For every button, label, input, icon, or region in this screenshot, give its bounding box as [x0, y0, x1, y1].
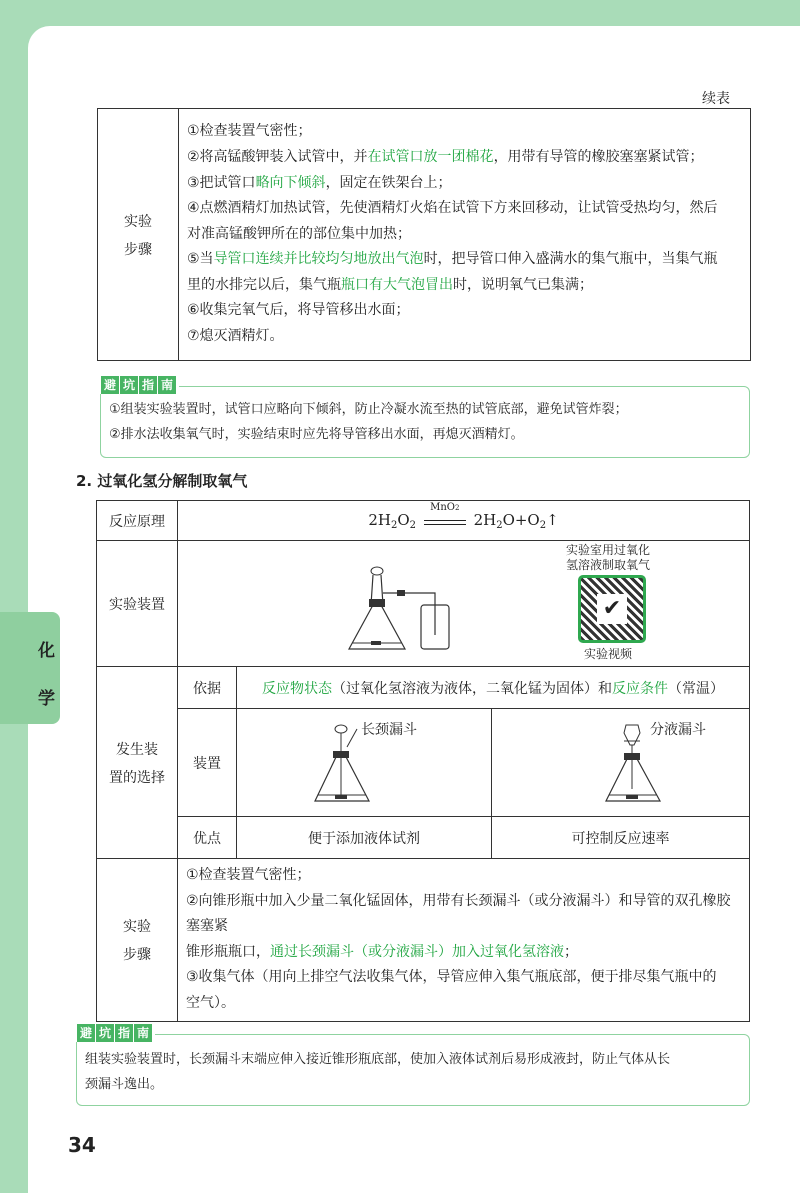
step-line [186, 940, 741, 966]
qr-code[interactable] [578, 575, 646, 643]
tip-line: 颈漏斗逸出。 [85, 1077, 164, 1092]
steps-content [179, 109, 751, 361]
step-line [186, 965, 741, 991]
check-icon: ✔ [597, 594, 627, 624]
funnel-label-long: 长颈漏斗 [361, 722, 417, 738]
text-run: 里的水排完以后，集气瓶 [187, 276, 341, 293]
highlight-text: 导管口连续并比较均匀地放出气泡 [213, 251, 424, 268]
text-run: ，固定在铁架台上； [325, 174, 452, 191]
text-run: ①检查装置气密性； [187, 123, 312, 140]
text-run: ②将高锰酸钾装入试管中，并 [187, 148, 368, 165]
text-run: （过氧化氢溶液为液体，二氧化锰为固体）和 [332, 680, 612, 697]
tip-line: 组装实验装置时，长颈漏斗末端应伸入接近锥形瓶底部，使加入液体试剂后易形成液封，防止气体从长 [85, 1052, 671, 1067]
steps-list [187, 119, 742, 349]
continued-label: 续表 [702, 91, 730, 107]
device-label: 装置 [178, 709, 237, 817]
step-line [186, 889, 741, 940]
peroxide-table [96, 500, 750, 1022]
step-line [186, 991, 741, 1017]
step-line [187, 196, 742, 222]
highlight-text: 在试管口放一团棉花 [367, 148, 494, 165]
section-title: 2. 过氧化氢分解制取氧气 [76, 472, 248, 490]
text-run: ②向锥形瓶中加入少量二氧化锰固体，用带有长颈漏斗（或分液漏斗）和导管的双孔橡胶塞塞紧 [186, 892, 731, 935]
text-run: 锥形瓶瓶口， [186, 943, 270, 960]
highlight-text: 反应物状态 [262, 680, 332, 697]
page-number: 34 [68, 1133, 96, 1157]
separatory-funnel-cell [492, 709, 750, 817]
step-line [187, 273, 742, 299]
apparatus-illustration [343, 557, 463, 657]
subject-tab-char-2: 学 [38, 689, 55, 709]
highlight-text: 反应条件 [612, 680, 668, 697]
text-run: ⑥收集完氧气后，将导管移出水面； [187, 302, 410, 319]
steps-table-1 [97, 108, 751, 361]
step-line [187, 247, 742, 273]
qr-caption-bottom: 实验视频 [583, 647, 632, 661]
advantage-label: 优点 [178, 817, 237, 859]
text-run: 对准高锰酸钾所在的部位集中加热； [187, 225, 411, 242]
qr-caption-top: 实验室用过氧化 氢溶液制取氧气 [565, 543, 650, 572]
highlight-text: 瓶口有大气泡冒出 [341, 276, 453, 293]
tip-box-1 [100, 378, 750, 458]
text-run: ⑤当 [187, 251, 214, 268]
text-run: ⑦熄灭酒精灯。 [187, 328, 284, 345]
text-run: ③收集气体（用向上排空气法收集气体，导管应伸入集气瓶底部，便于排尽集气瓶中的 [186, 969, 717, 986]
steps-label-2: 实验 步骤 [97, 859, 178, 1022]
text-run: ； [564, 943, 578, 960]
tip-label-2: 避 坑 指 南 [75, 1024, 155, 1042]
tip-line: ②排水法收集氧气时，实验结束时应先将导管移出水面，再熄灭酒精灯。 [109, 427, 524, 442]
advantage-long-neck: 便于添加液体试剂 [237, 817, 492, 859]
highlight-text: 通过长颈漏斗（或分液漏斗）加入过氧化氢溶液 [270, 943, 564, 960]
steps-list-2 [186, 863, 741, 1017]
step-line [187, 222, 742, 248]
highlight-text: 略向下倾斜 [255, 174, 326, 191]
step-line [187, 298, 742, 324]
row-label-steps: 实验 步骤 [98, 109, 179, 361]
text-run: 空气）。 [186, 994, 235, 1011]
apparatus-label: 实验装置 [97, 541, 178, 667]
funnel-label-separatory: 分液漏斗 [650, 722, 706, 738]
step-line [187, 171, 742, 197]
advantage-separatory: 可控制反应速率 [492, 817, 750, 859]
step-line [187, 145, 742, 171]
reaction-equation: $2H_2O_2$ MnO2 $2H_2O+O_2↑$ [178, 501, 750, 541]
choice-label: 发生装 置的选择 [97, 667, 178, 859]
basis-content [237, 667, 750, 709]
text-run: ④点燃酒精灯加热试管，先使酒精灯火焰在试管下方来回移动，让试管受热均匀，然后 [187, 200, 718, 217]
text-run: 时，说明氧气已集满； [453, 276, 593, 293]
tip-line: ①组装实验装置时，试管口应略向下倾斜，防止冷凝水流至热的试管底部，避免试管炸裂； [109, 402, 628, 417]
subject-tab-char-1: 化 [38, 641, 55, 661]
tip-box-2 [76, 1026, 750, 1106]
text-run: 时，把导管口伸入盛满水的集气瓶中，当集气瓶 [423, 251, 718, 268]
steps-content-2 [178, 859, 750, 1022]
long-neck-funnel-cell [237, 709, 492, 817]
text-run: （常温） [668, 680, 724, 697]
catalyst-arrow: MnO2 [424, 516, 466, 525]
text-run: ③把试管口 [187, 174, 256, 191]
step-line [187, 119, 742, 145]
tip-label: 避 坑 指 南 [99, 376, 179, 394]
subject-tab [0, 612, 60, 724]
step-line [187, 324, 742, 350]
text-run: ，用带有导管的橡胶塞塞紧试管； [493, 148, 704, 165]
basis-label: 依据 [178, 667, 237, 709]
step-line [186, 863, 741, 889]
principle-label: 反应原理 [97, 501, 178, 541]
apparatus-cell [178, 541, 750, 667]
text-run: ①检查装置气密性； [186, 867, 311, 883]
